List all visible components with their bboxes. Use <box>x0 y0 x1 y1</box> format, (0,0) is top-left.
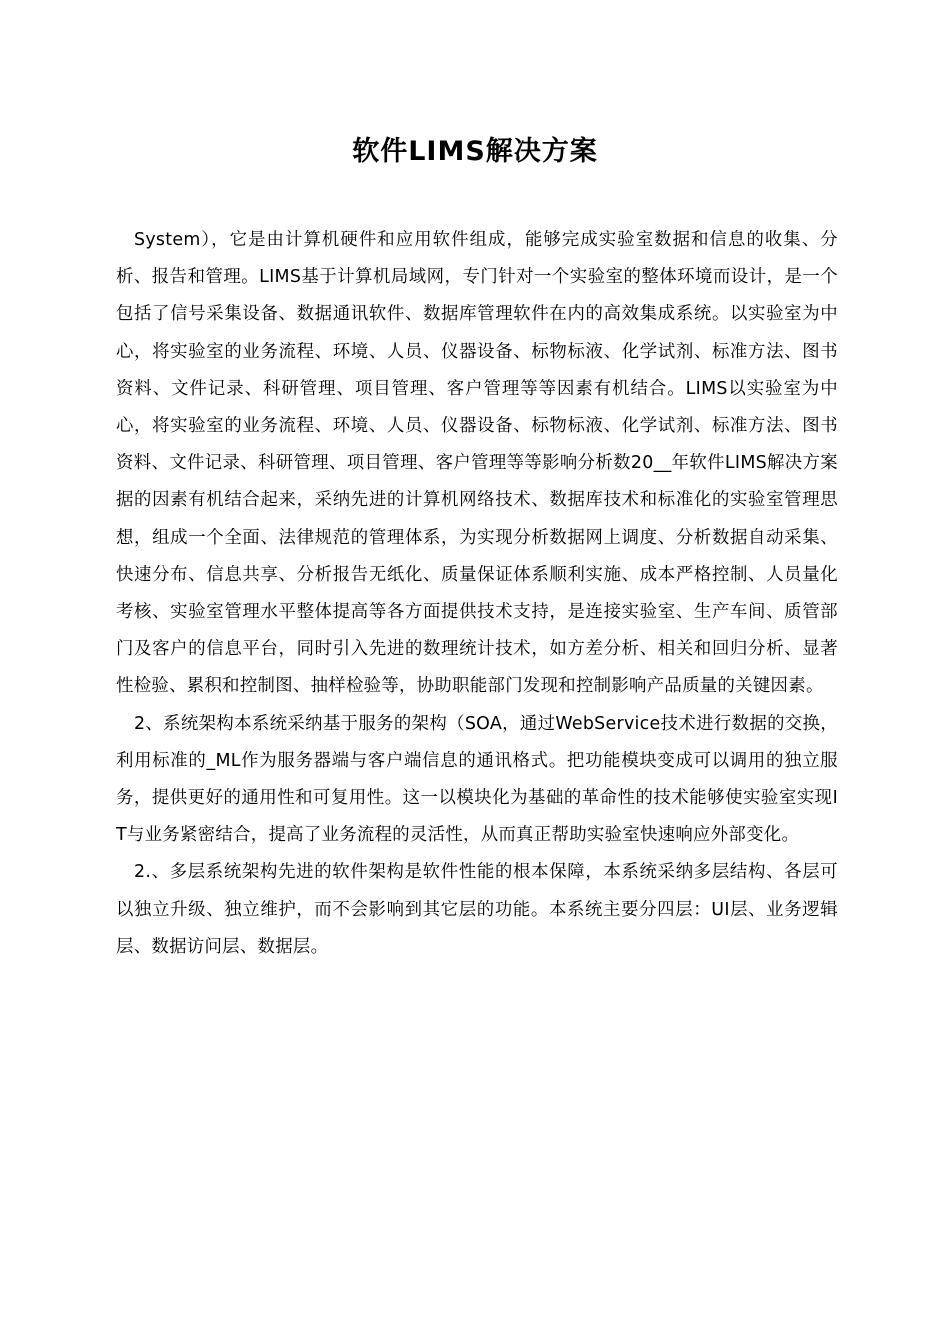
document-body <box>116 222 838 966</box>
paragraph-intro: System），它是由计算机硬件和应用软件组成，能够完成实验室数据和信息的收集、分析、报告和管理。LIMS基于计算机局域网，专门针对一个实验室的整体环境而设计，是一个包括了信号采集设备、数据通讯软件、数据库管理软件在内的高效集成系统。以实验室为中心，将实验室的业务流程、环境、人员、仪器设备、标物标液、化学试剂、标准方法、图书资料、文件记录、科研管理、项目管理、客户管理等等因素有机结合。LIMS以实验室为中心，将实验室的业务流程、环境、人员、仪器设备、标物标液、化学试剂、标准方法、图书资料、文件记录、科研管理、项目管理、客户管理等等影响分析数20__年软件LIMS解决方案据的因素有机结合起来，采纳先进的计算机网络技术、数据库技术和标准化的实验室管理思想，组成一个全面、法律规范的管理体系，为实现分析数据网上调度、分析数据自动采集、快速分布、信息共享、分析报告无纸化、质量保证体系顺利实施、成本严格控制、人员量化考核、实验室管理水平整体提高等各方面提供技术支持，是连接实验室、生产车间、质管部门及客户的信息平台，同时引入先进的数理统计技术，如方差分析、相关和回归分析、显著性检验、累积和控制图、抽样检验等，协助职能部门发现和控制影响产品质量的关键因素。 <box>116 230 838 697</box>
paragraph-architecture: 2、系统架构本系统采纳基于服务的架构（SOA，通过WebService技术进行数据的交换，利用标准的_ML作为服务器端与客户端信息的通讯格式。把功能模块变成可以调用的独立服务，提供更好的通用性和可复用性。这一以模块化为基础的革命性的技术能够使实验室实现IT与业务紧密结合，提高了业务流程的灵活性，从而真正帮助实验室快速响应外部变化。 <box>116 713 838 846</box>
paragraph-multilayer: 2.、多层系统架构先进的软件架构是软件性能的根本保障，本系统采纳多层结构、各层可以独立升级、独立维护，而不会影响到其它层的功能。本系统主要分四层：UI层、业务逻辑层、数据访问层、数据层。 <box>116 862 838 957</box>
document-title: 软件LIMS解决方案 <box>352 136 598 167</box>
